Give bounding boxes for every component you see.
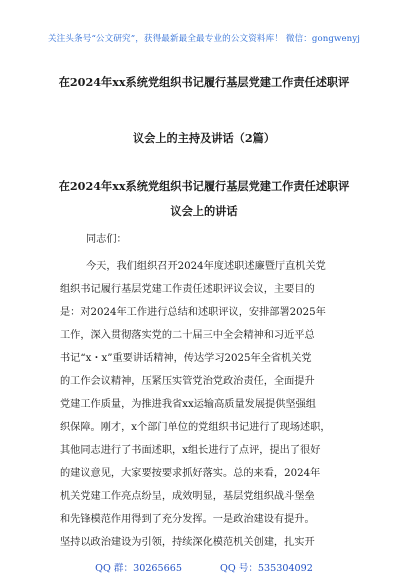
body-line: 工作，深入贯彻落实党的二十届三中全会精神和习近平总 — [60, 330, 315, 341]
top-banner: 关注头条号“公文研究”，获得最新最全最专业的公文资料库！ 微信：gongwenyj — [47, 34, 361, 44]
body-line: 党建工作质量，为推进我省xx运输高质量发展提供坚强组 — [60, 399, 316, 410]
qq-group-label: QQ 群：30265665 — [95, 563, 182, 574]
body-line: 是：对2024年工作进行总结和述职评议，安排部署2025年 — [60, 307, 326, 318]
speech-title-line-1: 在2024年xx系统党组织书记履行基层党建工作责任述职评 — [58, 179, 350, 193]
footer — [0, 560, 408, 574]
body-line: 今天，我们组织召开2024年度述职述廉暨厅直机关党 — [86, 261, 326, 272]
body-line: 书记“x・x”重要讲话精神，传达学习2025年全省机关党 — [60, 353, 312, 364]
body-line: 坚持以政治建设为引领，持续深化模范机关创建，扎实开 — [60, 537, 315, 548]
body-line: 的建议意见，大家要按要求抓好落实。总的来看，2024年 — [60, 468, 321, 479]
document-title-line-1: 在2024年xx系统党组织书记履行基层党建工作责任述职评 — [58, 75, 350, 89]
body-line: 机关党建工作亮点纷呈，成效明显，基层党组织战斗堡垒 — [60, 491, 315, 502]
salutation: 同志们： — [86, 234, 127, 245]
document-title-line-2: 议会上的主持及讲话（2篇） — [132, 131, 276, 145]
body-line: 织保障。刚才，x个部门单位的党组织书记进行了现场述职， — [60, 422, 331, 433]
body-line: 的工作会议精神，压紧压实管党治党政治责任，全面提升 — [60, 376, 315, 387]
speech-title-line-2: 议会上的讲话 — [170, 204, 238, 218]
body-line: 组织书记履行基层党建工作责任述职评议会议，主要目的 — [60, 284, 315, 295]
body-line: 和先锋模范作用得到了充分发挥。一是政治建设有提升。 — [60, 514, 315, 525]
body-line: 其他同志进行了书面述职，x组长进行了点评，提出了很好 — [60, 445, 321, 456]
qq-number-label: QQ 号：535304092 — [219, 563, 313, 574]
